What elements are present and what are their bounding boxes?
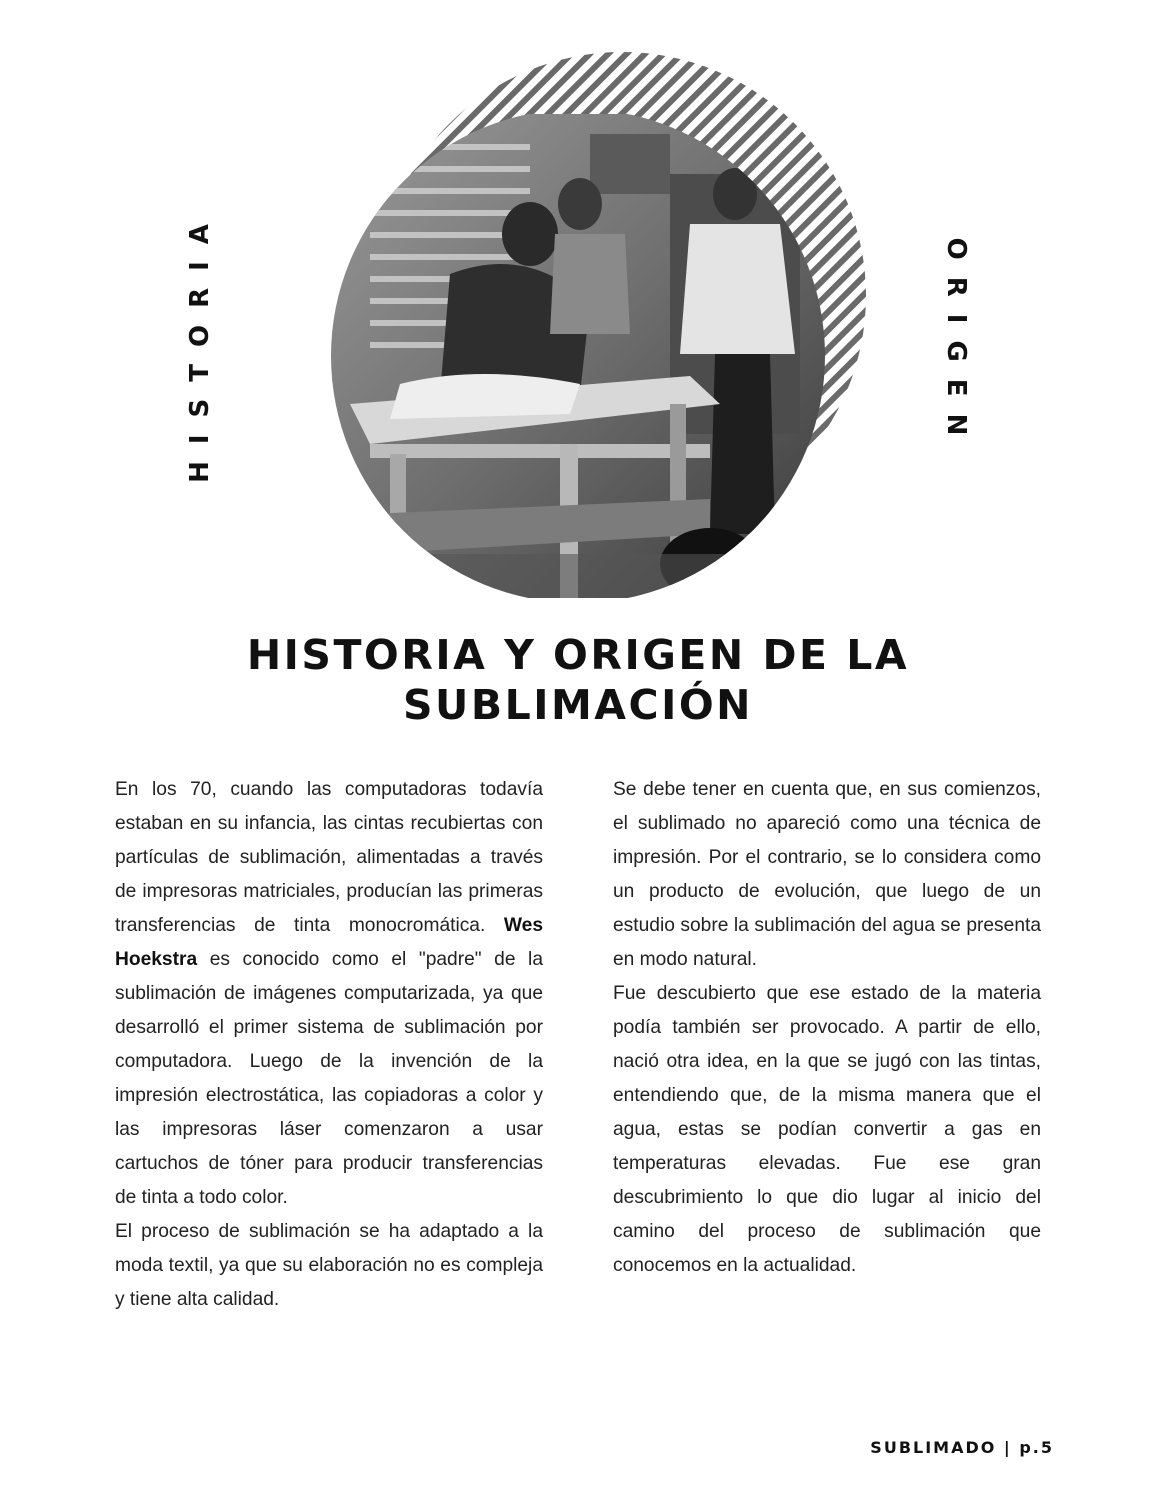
article-title bbox=[120, 630, 1036, 730]
article-title-line1: HISTORIA Y ORIGEN DE LA bbox=[246, 631, 910, 679]
highlight-name: Wes Hoekstra bbox=[115, 915, 543, 970]
left-text-column bbox=[115, 773, 543, 1317]
workshop-photo-icon bbox=[330, 114, 826, 598]
page-footer: SUBLIMADO | p.5 bbox=[870, 1438, 1054, 1457]
left-p1-text-end: es conocido como el "padre" de la sublimación de imágenes computarizada, ya que desarrolló el primer sistema de sublimación por computadora. Luego de la invención de la impresión electrostática, las copiadoras a color y las impresoras láser comenzaron a usar cartuchos de tóner para producir transferencias de tinta a todo color. bbox=[115, 949, 543, 1208]
left-p1-text-start: En los 70, cuando las computadoras todavía estaban en su infancia, las cintas recubiertas con partículas de sublimación, alimentadas a través de impresoras matriciales, producían las primeras transferencias de tinta monocromática. bbox=[115, 779, 543, 936]
left-paragraph-2: El proceso de sublimación se ha adaptado a la moda textil, ya que su elaboración no es compleja y tiene alta calidad. bbox=[115, 1221, 543, 1310]
vertical-word-historia: HISTORIA bbox=[185, 207, 215, 483]
left-paragraph-1 bbox=[115, 773, 543, 1215]
right-text-column bbox=[613, 773, 1041, 1283]
right-paragraph-1: Se debe tener en cuenta que, en sus comienzos, el sublimado no apareció como una técnica de impresión. Por el contrario, se lo considera como un producto de evolución, que luego de un estudio sobre la sublimación del agua se presenta en modo natural. bbox=[613, 779, 1041, 970]
vertical-word-origen: ORIGEN bbox=[941, 237, 971, 453]
article-title-line2: SUBLIMACIÓN bbox=[403, 681, 753, 729]
right-paragraph-2: Fue descubierto que ese estado de la materia podía también ser provocado. A partir de ello, nació otra idea, en la que se jugó con las tintas, entendiendo que, de la misma manera que el agua, estas se podían convertir a gas en temperaturas elevadas. Fue ese gran descubrimiento lo que dio lugar al inicio del camino del proceso de sublimación que conocemos en la actualidad. bbox=[613, 983, 1041, 1276]
hero-image-group bbox=[330, 52, 870, 597]
